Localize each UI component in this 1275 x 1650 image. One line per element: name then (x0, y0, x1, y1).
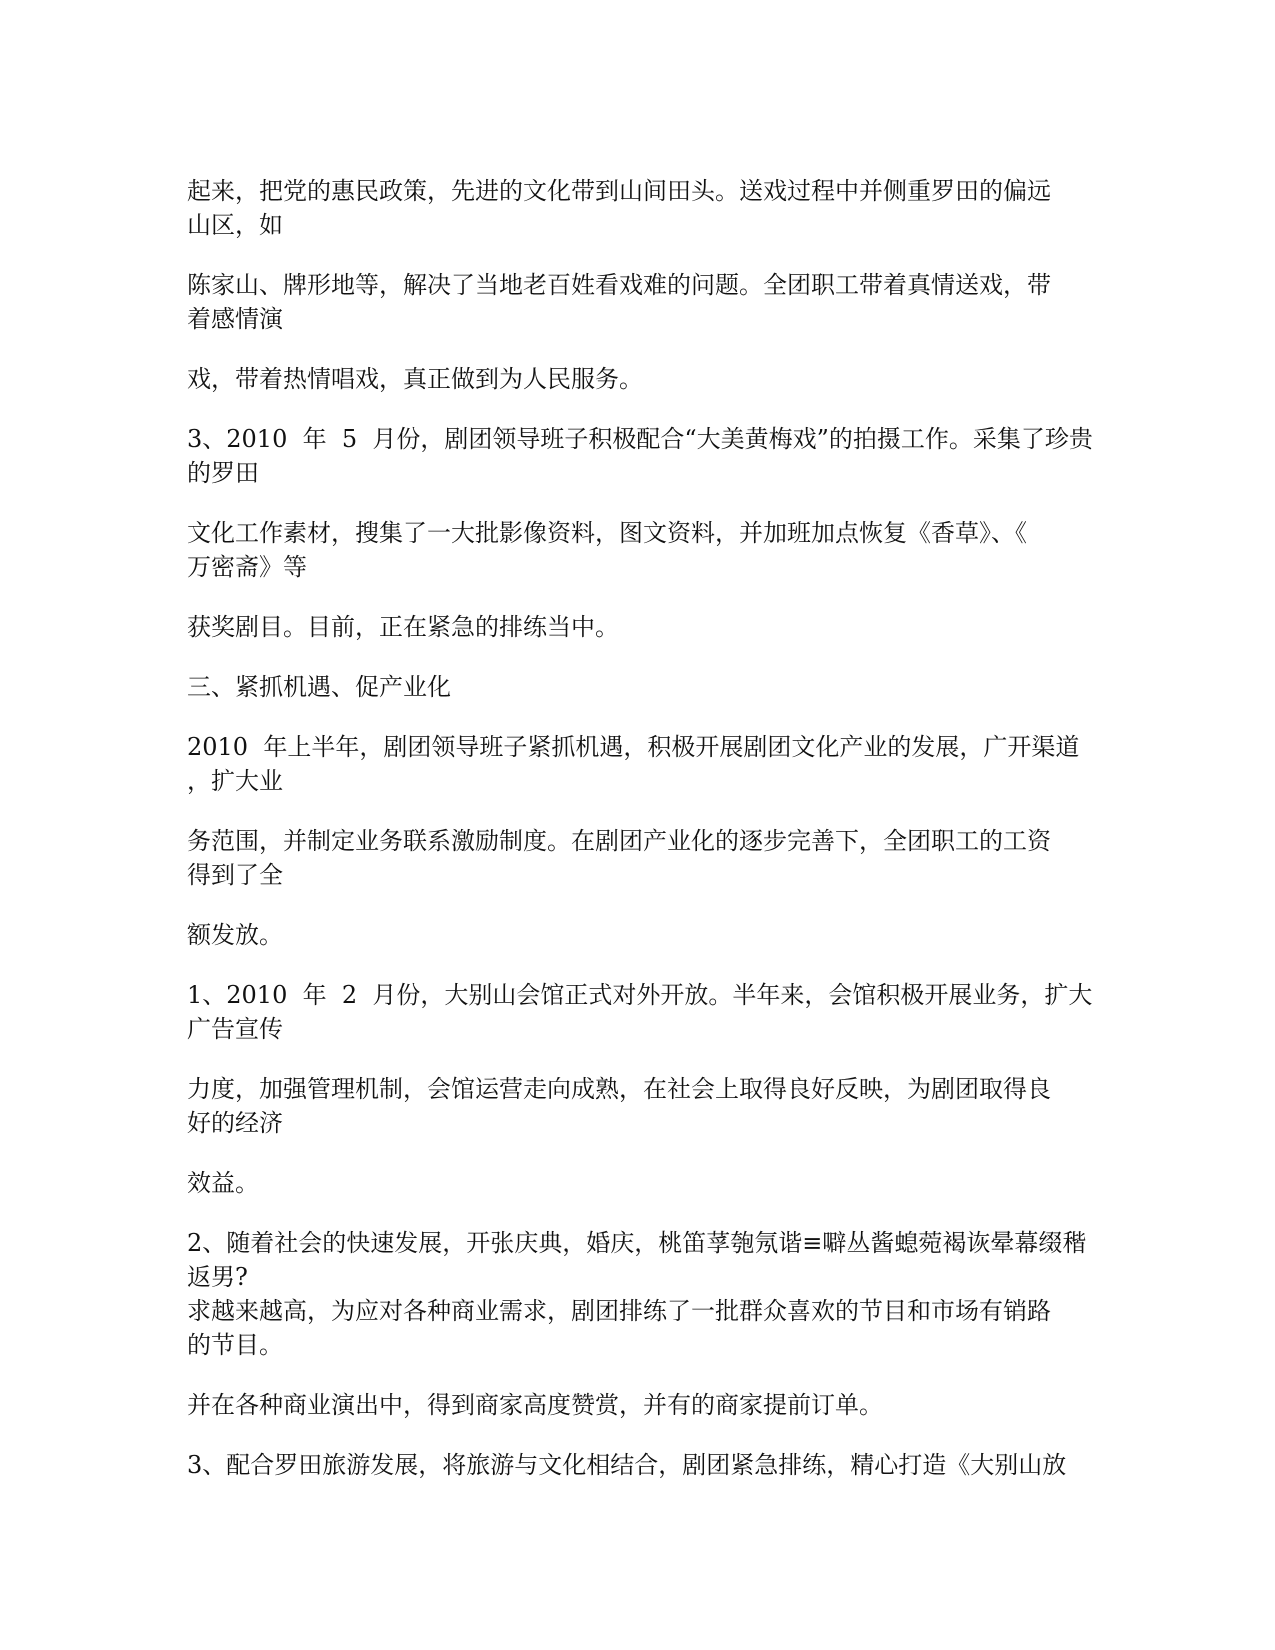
paragraph: 起来，把党的惠民政策，先进的文化带到山间田头。送戏过程中并侧重罗田的偏远 山区，如 (187, 177, 1051, 239)
document-body (187, 174, 1097, 1508)
paragraph: 陈家山、牌形地等，解决了当地老百姓看戏难的问题。全团职工带着真情送戏，带 着感情演 (187, 271, 1051, 333)
paragraph: 务范围，并制定业务联系激励制度。在剧团产业化的逐步完善下，全团职工的工资 得到了全 (187, 827, 1051, 889)
paragraph: 3、配合罗田旅游发展，将旅游与文化相结合，剧团紧急排练，精心打造《大别山放 (187, 1451, 1067, 1479)
paragraph: 获奖剧目。目前，正在紧急的排练当中。 (187, 613, 619, 641)
paragraph: 效益。 (187, 1169, 259, 1197)
paragraph: 2、随着社会的快速发展，开张庆典，婚庆，桃笛莩匏氖谐≡噼丛酱螅菀褐诙晕幕缀稭 返男? (187, 1229, 1087, 1291)
section-heading: 三、紧抓机遇、促产业化 (187, 673, 451, 701)
paragraph: 额发放。 (187, 921, 283, 949)
paragraph: 2010 年上半年，剧团领导班子紧抓机遇，积极开展剧团文化产业的发展，广开渠道 ，扩大业 (187, 733, 1080, 795)
paragraph: 3、2010 年 5 月份，剧团领导班子积极配合“大美黄梅戏”的拍摄工作。采集了珍贵 的罗田 (187, 425, 1093, 487)
paragraph: 戏，带着热情唱戏，真正做到为人民服务。 (187, 365, 643, 393)
paragraph: 文化工作素材，搜集了一大批影像资料，图文资料，并加班加点恢复《香草》、《 万密斋》等 (187, 519, 1027, 581)
paragraph: 力度，加强管理机制，会馆运营走向成熟，在社会上取得良好反映，为剧团取得良 好的经济 (187, 1075, 1051, 1137)
paragraph: 求越来越高，为应对各种商业需求，剧团排练了一批群众喜欢的节目和市场有销路 的节目。 (187, 1297, 1051, 1359)
paragraph: 1、2010 年 2 月份，大别山会馆正式对外开放。半年来，会馆积极开展业务，扩大 广告宣传 (187, 981, 1093, 1043)
paragraph: 并在各种商业演出中，得到商家高度赞赏，并有的商家提前订单。 (187, 1391, 883, 1419)
